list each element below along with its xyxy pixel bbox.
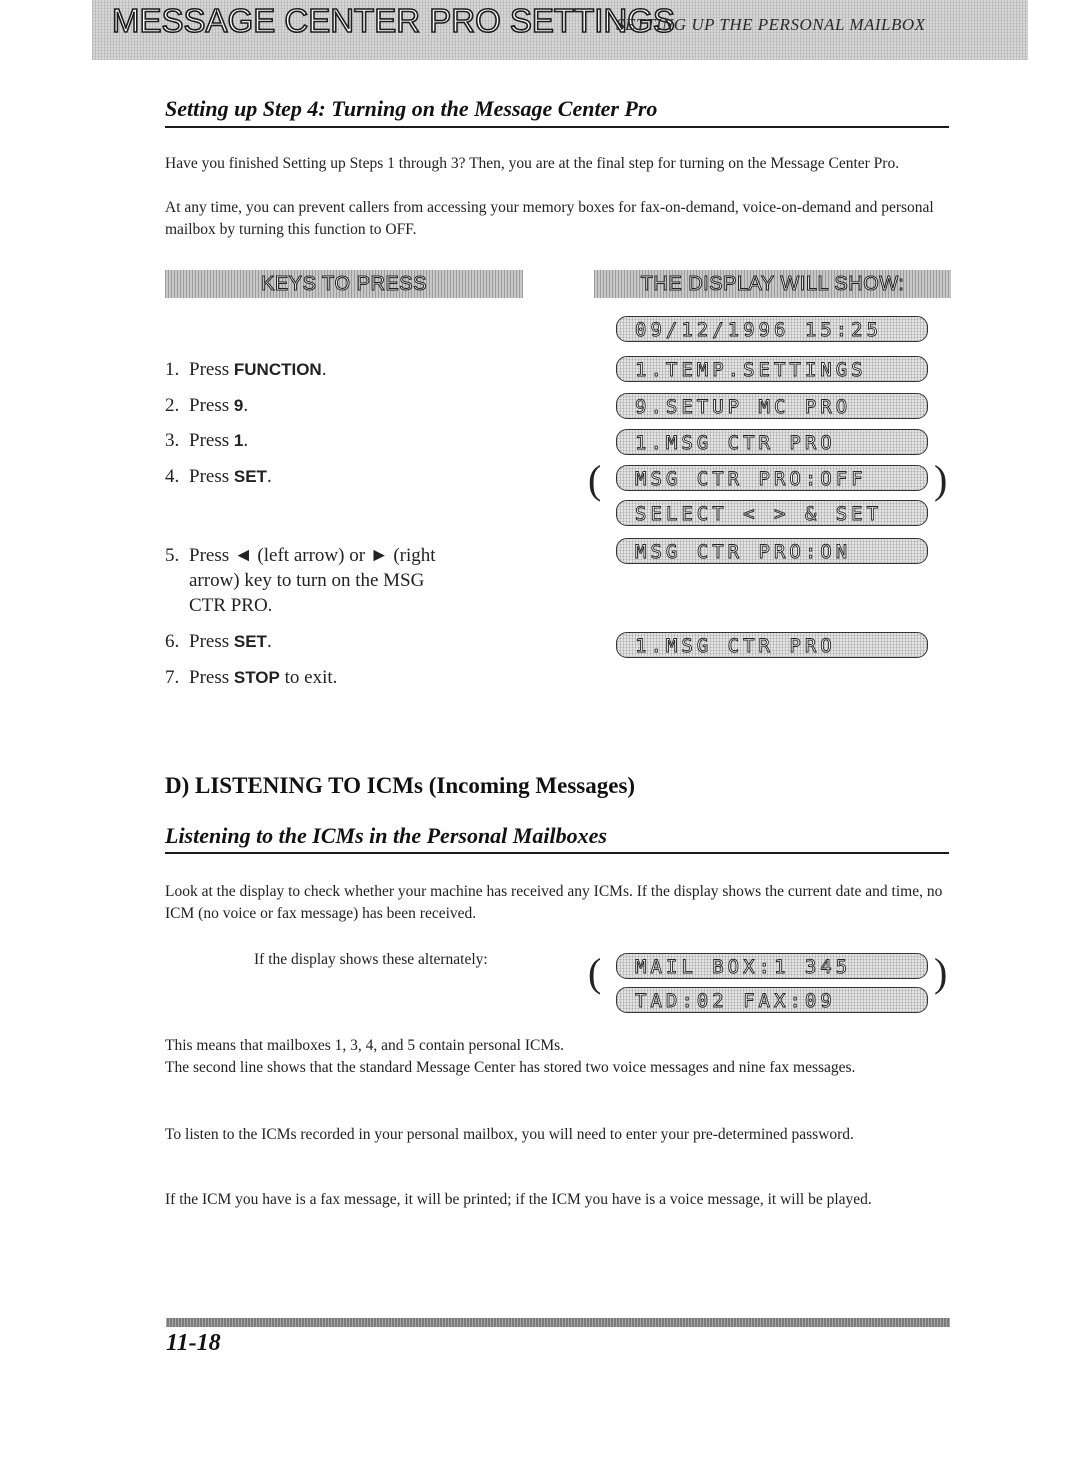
lcd-display-tad-fax: TAD:02 FAX:09	[616, 987, 928, 1013]
step-5-line3: CTR PRO.	[189, 595, 273, 616]
subheading-rule	[165, 852, 949, 854]
key-1: 1	[233, 431, 244, 450]
display-will-show-label: THE DISPLAY WILL SHOW:	[594, 270, 951, 298]
alternating-bracket-left-2: (	[588, 950, 602, 995]
key-set: SET	[233, 632, 267, 651]
lcd-display-msg-ctr-pro-off: MSG CTR PRO:OFF	[616, 465, 928, 491]
page-subtitle: SETTING UP THE PERSONAL MAILBOX	[616, 15, 926, 34]
footer-band	[166, 1318, 950, 1327]
step4-para1: Have you finished Setting up Steps 1 through 3? Then, you are at the final step for turning on the Message Center Pro.	[165, 155, 900, 172]
lcd-display-date: 09/12/1996 15:25	[616, 316, 928, 342]
step4-para2: At any time, you can prevent callers from accessing your memory boxes for fax-on-demand, voice-on-demand and personal mailbox by turning this function to OFF.	[165, 199, 934, 238]
step-4: 4. Press SET.	[165, 466, 272, 487]
section-d-para3: The second line shows that the standard Message Center has stored two voice messages and nine fax messages.	[165, 1059, 856, 1076]
step4-heading: Setting up Step 4: Turning on the Message Center Pro	[165, 96, 658, 121]
key-9: 9	[233, 396, 244, 415]
step-6: 6. Press SET.	[165, 631, 272, 652]
section-d-para1: Look at the display to check whether your machine has received any ICMs. If the display shows the current date and time, no ICM (no voice or fax message) has been received.	[165, 883, 943, 922]
page-number: 11-18	[166, 1330, 221, 1356]
keys-to-press-label: KEYS TO PRESS	[165, 270, 523, 298]
lcd-display-setup-mc-pro: 9.SETUP MC PRO	[616, 393, 928, 419]
alternating-bracket-left: (	[588, 457, 602, 502]
alternating-bracket-right-2: )	[934, 950, 948, 995]
section-d-para4: To listen to the ICMs recorded in your personal mailbox, you will need to enter your pre-determined password.	[165, 1126, 854, 1143]
step-7: 7. Press STOP to exit.	[165, 667, 338, 688]
key-stop: STOP	[233, 668, 280, 687]
step-2: 2. Press 9.	[165, 395, 249, 416]
lcd-display-msg-ctr-pro: 1.MSG CTR PRO	[616, 429, 928, 455]
alternating-bracket-right: )	[934, 457, 948, 502]
key-set: SET	[233, 467, 267, 486]
section-d-para2: This means that mailboxes 1, 3, 4, and 5 contain personal ICMs.	[165, 1037, 565, 1054]
alternate-display-label: If the display shows these alternately:	[254, 951, 488, 968]
section-d-para5: If the ICM you have is a fax message, it will be printed; if the ICM you have is a voice message, it will be played.	[165, 1191, 872, 1208]
lcd-display-msg-ctr-pro-on: MSG CTR PRO:ON	[616, 538, 928, 564]
lcd-display-temp-settings: 1.TEMP.SETTINGS	[616, 356, 928, 382]
lcd-display-mailbox: MAIL BOX:1 345	[616, 953, 928, 979]
key-function: FUNCTION	[233, 360, 322, 379]
lcd-display-msg-ctr-pro-final: 1.MSG CTR PRO	[616, 632, 928, 658]
lcd-display-select-set: SELECT < > & SET	[616, 500, 928, 526]
step-1: 1. Press FUNCTION.	[165, 359, 327, 380]
step-5-line2: arrow) key to turn on the MSG	[189, 570, 425, 591]
step-3: 3. Press 1.	[165, 430, 249, 451]
page-title: MESSAGE CENTER PRO SETTINGS	[112, 2, 675, 39]
section-d-subheading: Listening to the ICMs in the Personal Mailboxes	[165, 823, 607, 848]
section-d-heading: D) LISTENING TO ICMs (Incoming Messages)	[165, 773, 636, 798]
heading-rule	[165, 126, 949, 128]
step-5: 5. Press ◄ (left arrow) or ► (right	[165, 545, 436, 566]
